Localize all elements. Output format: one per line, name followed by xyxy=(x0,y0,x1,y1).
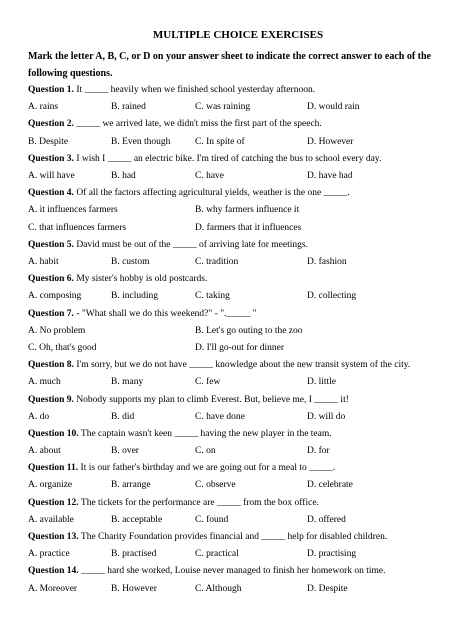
option-c: C. In spite of xyxy=(195,136,245,147)
option-c: C. found xyxy=(195,514,229,525)
question-label: Question 13. xyxy=(28,532,79,543)
option-d: D. collecting xyxy=(307,291,357,302)
question-text: Nobody supports my plan to climb Everest. But, believe me, I _____ it! xyxy=(73,394,349,405)
option-a: B. Despite xyxy=(28,136,69,147)
question-1 xyxy=(28,82,448,99)
option-d: D. offered xyxy=(307,514,346,525)
question-label: Question 5. xyxy=(28,239,74,250)
option-b: B. did xyxy=(111,411,135,422)
option-d: D. practising xyxy=(307,549,357,560)
question-label: Question 7. xyxy=(28,308,74,319)
option-d: D. would rain xyxy=(307,102,360,113)
option-c: C. Oh, that's good xyxy=(28,342,97,353)
options-row xyxy=(28,202,448,219)
question-text: My sister's hobby is old postcards. xyxy=(73,274,208,285)
options-row xyxy=(28,374,448,391)
option-a: A. habit xyxy=(28,256,59,267)
page-title: MULTIPLE CHOICE EXERCISES xyxy=(152,29,324,41)
option-b: B. Even though xyxy=(111,136,171,147)
options-row xyxy=(28,546,448,563)
question-14 xyxy=(28,563,448,580)
option-b: B. practised xyxy=(111,549,157,560)
question-5 xyxy=(28,237,448,254)
option-b: B. Let's go outing to the zoo xyxy=(195,325,303,336)
options-row xyxy=(28,512,448,529)
option-a: A. composing xyxy=(28,291,82,302)
option-d: D. farmers that it influences xyxy=(195,222,302,233)
option-d: D. will do xyxy=(307,411,346,422)
question-text: It is our father's birthday and we are going out for a meal to _____. xyxy=(78,463,336,474)
question-label: Question 3. xyxy=(28,153,74,164)
question-3 xyxy=(28,151,448,168)
question-text: _____ we arrived late, we didn't miss the first part of the speech. xyxy=(73,119,322,130)
option-b: B. over xyxy=(111,446,139,457)
option-d: D. However xyxy=(307,136,354,147)
option-c: C. few xyxy=(195,377,221,388)
options-row xyxy=(28,340,448,357)
question-label: Question 11. xyxy=(28,463,79,474)
option-a: A. rains xyxy=(28,102,59,113)
option-d: D. Despite xyxy=(307,583,348,594)
question-label: Question 14. xyxy=(28,566,79,577)
options-row xyxy=(28,477,448,494)
options-row xyxy=(28,168,448,185)
question-13 xyxy=(28,529,448,546)
option-a: A. organize xyxy=(28,480,73,491)
option-b: B. arrange xyxy=(111,480,151,491)
option-d: D. celebrate xyxy=(307,480,353,491)
question-label: Question 12. xyxy=(28,497,79,508)
question-10 xyxy=(28,426,448,443)
option-a: A. much xyxy=(28,377,61,388)
option-d: D. fashion xyxy=(307,256,347,267)
option-c: C. tradition xyxy=(195,256,239,267)
option-a: A. do xyxy=(28,411,50,422)
option-d: D. I'll go-out for dinner xyxy=(195,342,285,353)
option-c: C. on xyxy=(195,446,216,457)
option-c: C. was raining xyxy=(195,102,251,113)
option-a: A. about xyxy=(28,446,61,457)
option-b: B. However xyxy=(111,583,157,594)
option-c: C. taking xyxy=(195,291,230,302)
options-row xyxy=(28,581,448,598)
question-12 xyxy=(28,495,448,512)
question-text: The Charity Foundation provides financial and _____ help for disabled children. xyxy=(78,532,388,543)
question-8 xyxy=(28,357,448,374)
options-row xyxy=(28,323,448,340)
question-text: The tickets for the performance are _____ from the box office. xyxy=(78,497,319,508)
question-2 xyxy=(28,116,448,133)
question-7 xyxy=(28,306,448,323)
question-label: Question 1. xyxy=(28,85,74,95)
option-a: A. No problem xyxy=(28,325,86,336)
question-text: David must be out of the _____ of arriving late for meetings. xyxy=(73,239,308,250)
option-b: B. had xyxy=(111,170,136,181)
question-label: Question 4. xyxy=(28,188,74,199)
question-11 xyxy=(28,460,448,477)
question-text: The captain wasn't keen _____ having the new player in the team. xyxy=(78,428,332,439)
option-a: A. will have xyxy=(28,170,75,181)
option-a: A. practice xyxy=(28,549,70,560)
option-c: C. Although xyxy=(195,583,242,594)
option-a: A. available xyxy=(28,514,74,525)
option-b: B. why farmers influence it xyxy=(195,205,300,216)
option-b: B. custom xyxy=(111,256,150,267)
option-c: C. practical xyxy=(195,549,239,560)
question-text: I'm sorry, but we do not have _____ knowledge about the new transit system of the city. xyxy=(73,360,411,371)
question-text: Of all the factors affecting agricultural yields, weather is the one _____. xyxy=(73,188,350,199)
options-row xyxy=(28,409,448,426)
option-a: A. Moreover xyxy=(28,583,78,594)
option-d: D. for xyxy=(307,446,330,457)
options-row xyxy=(28,220,448,237)
question-text: _____ hard she worked, Louise never managed to finish her homework on time. xyxy=(78,566,386,577)
option-c: C. have xyxy=(195,170,225,181)
option-b: B. rained xyxy=(111,102,146,113)
option-c: C. observe xyxy=(195,480,236,491)
question-9 xyxy=(28,392,448,409)
option-a: A. it influences farmers xyxy=(28,205,118,216)
option-d: D. little xyxy=(307,377,337,388)
option-c: C. that influences farmers xyxy=(28,222,127,233)
option-b: B. many xyxy=(111,377,144,388)
question-text: I wish I _____ an electric bike. I'm tired of catching the bus to school every day. xyxy=(73,153,382,164)
option-b: B. acceptable xyxy=(111,514,163,525)
question-6 xyxy=(28,271,448,288)
option-b: B. including xyxy=(111,291,158,302)
question-label: Question 2. xyxy=(28,119,74,130)
question-text: It _____ heavily when we finished school yesterday afternoon. xyxy=(73,85,316,95)
question-label: Question 9. xyxy=(28,394,74,405)
question-label: Question 10. xyxy=(28,428,79,439)
question-label: Question 8. xyxy=(28,360,74,371)
option-d: D. have had xyxy=(307,170,353,181)
question-text: - "What shall we do this weekend?" - "._____ " xyxy=(73,308,257,319)
instructions: Mark the letter A, B, C, or D on your answer sheet to indicate the correct answer to each of the following questions. xyxy=(28,51,431,79)
question-list xyxy=(28,82,448,598)
options-row xyxy=(28,288,448,305)
option-c: C. have done xyxy=(195,411,245,422)
question-label: Question 6. xyxy=(28,274,74,285)
options-row xyxy=(28,99,448,116)
question-4 xyxy=(28,185,448,202)
options-row xyxy=(28,134,448,151)
options-row xyxy=(28,254,448,271)
options-row xyxy=(28,443,448,460)
